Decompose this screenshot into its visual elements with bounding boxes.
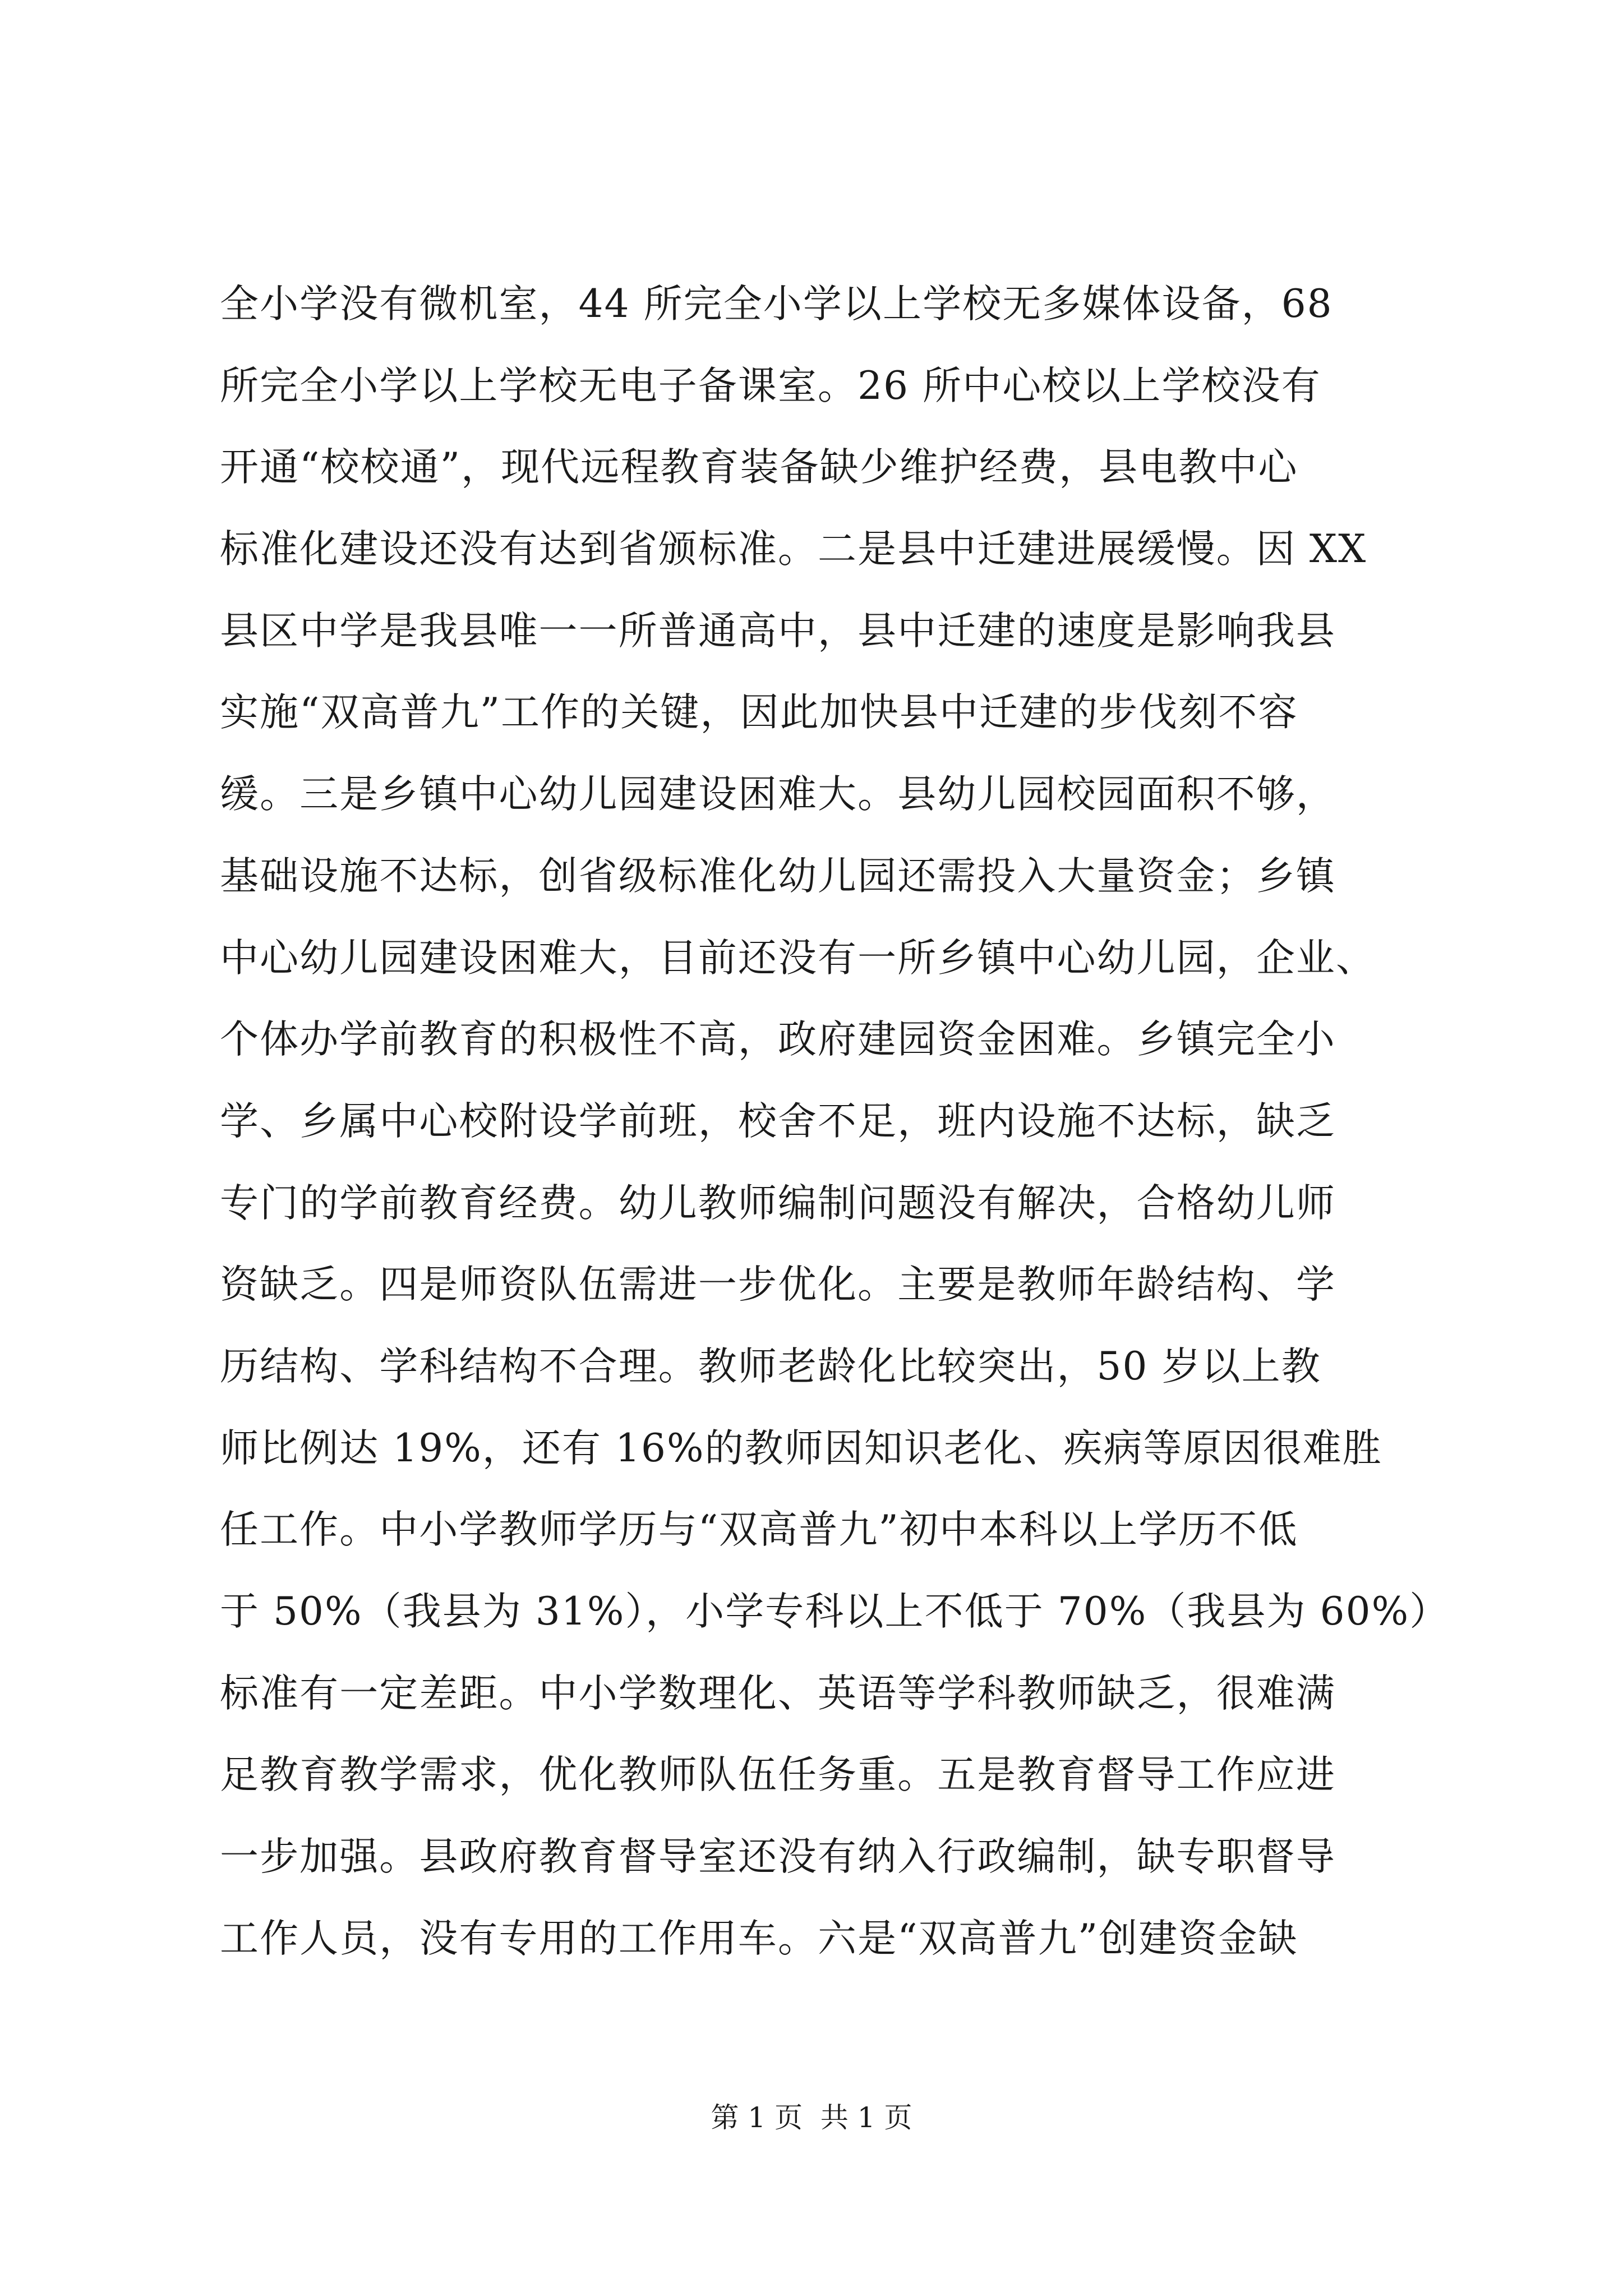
text-line-14: 历结构、学科结构不合理。教师老龄化比较突出，50 岁以上教 <box>220 1343 1321 1389</box>
text-line-12: 专门的学前教育经费。幼儿教师编制问题没有解决，合格幼儿师 <box>220 1180 1336 1226</box>
page-footer: 第 1 页 共 1 页 <box>711 2101 912 2134</box>
text-line-7: 缓。三是乡镇中心幼儿园建设困难大。县幼儿园校园面积不够， <box>220 772 1336 817</box>
text-line-9: 中心幼儿园建设困难大，目前还没有一所乡镇中心幼儿园，企业、 <box>220 935 1376 981</box>
text-line-3: 开通“校校通”，现代远程教育装备缺少维护经费，县电教中心 <box>220 445 1298 490</box>
text-line-1: 全小学没有微机室，44 所完全小学以上学校无多媒体设备，68 <box>220 282 1333 326</box>
text-line-17: 于 50%（我县为 31%），小学专科以上不低于 70%（我县为 60%） <box>220 1589 1450 1634</box>
text-line-6: 实施“双高普九”工作的关键，因此加快县中迁建的步伐刻不容 <box>220 690 1298 735</box>
text-line-11: 学、乡属中心校附设学前班，校舍不足，班内设施不达标，缺乏 <box>220 1098 1336 1144</box>
text-line-15: 师比例达 19%，还有 16%的教师因知识老化、疾病等原因很难胜 <box>220 1425 1382 1471</box>
text-line-16: 任工作。中小学教师学历与“双高普九”初中本科以上学历不低 <box>220 1507 1298 1553</box>
body-text <box>220 264 1454 1980</box>
text-line-20: 一步加强。县政府教育督导室还没有纳入行政编制，缺专职督导 <box>220 1834 1336 1880</box>
text-line-10: 个体办学前教育的积极性不高，政府建园资金困难。乡镇完全小 <box>220 1017 1336 1062</box>
text-line-5: 县区中学是我县唯一一所普通高中，县中迁建的速度是影响我县 <box>220 608 1336 654</box>
text-line-19: 足教育教学需求，优化教师队伍任务重。五是教育督导工作应进 <box>220 1752 1336 1798</box>
text-line-2: 所完全小学以上学校无电子备课室。26 所中心校以上学校没有 <box>220 363 1321 408</box>
text-line-18: 标准有一定差距。中小学数理化、英语等学科教师缺乏，很难满 <box>220 1671 1336 1716</box>
text-line-21: 工作人员，没有专用的工作用车。六是“双高普九”创建资金缺 <box>220 1916 1298 1961</box>
text-line-13: 资缺乏。四是师资队伍需进一步优化。主要是教师年龄结构、学 <box>220 1262 1336 1308</box>
text-line-4: 标准化建设还没有达到省颁标准。二是县中迁建进展缓慢。因 XX <box>220 527 1367 572</box>
text-line-8: 基础设施不达标，创省级标准化幼儿园还需投入大量资金；乡镇 <box>220 853 1336 899</box>
